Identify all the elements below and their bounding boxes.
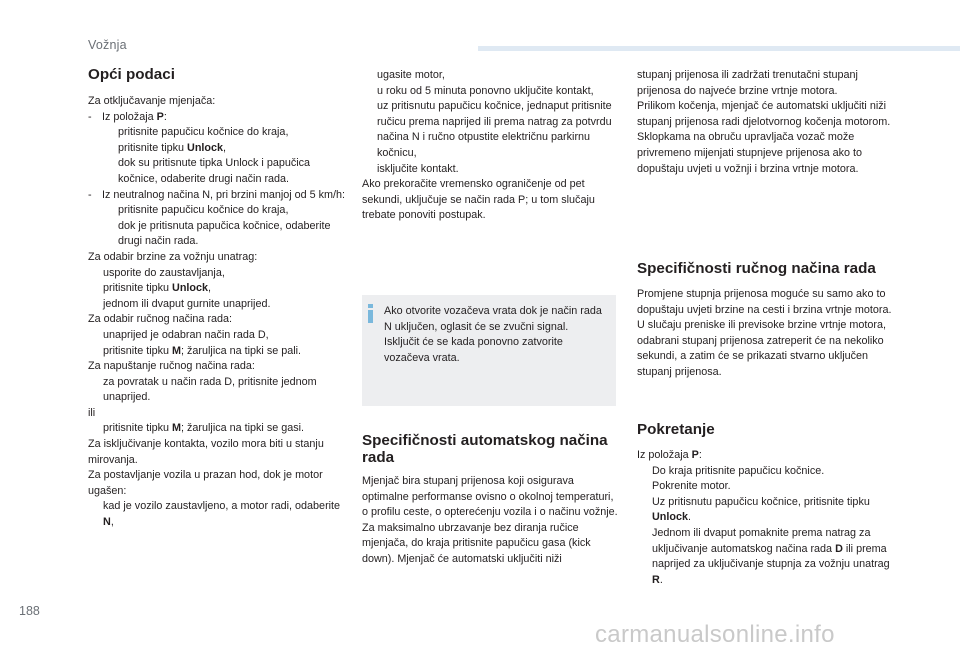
text-manual-intro: Za odabir ručnog načina rada: [88,313,233,326]
list-item: Uz pritisnutu papučicu kočnice, pritisnite tipku Unlock. [652,495,870,524]
list-item: pritisnite papučicu kočnice do kraja, [118,204,289,217]
list-item: - Iz neutralnog načina N, pri brzini manjoj od 5 km/h: [88,188,346,201]
text-or: ili [88,406,96,419]
list-item: pritisnite tipku Unlock, [103,282,212,295]
list-item: u roku od 5 minuta ponovno uključite kontakt, [377,84,594,97]
page-number: 188 [19,604,40,618]
watermark: carmanualsonline.info [595,621,835,648]
text-manual-mode: Promjene stupnja prijenosa moguće su samo ako to dopuštaju uvjeti brzine na cesti i brzina vrtnje motora. U slučaju preniske ili previsoke brzine vrtnje motora, odabrani stupanj prijenosa zatreperit će na nekoliko sekundi, a zatim će se prikazati stvarno uključen stupanj prijenosa. [637,288,892,378]
info-box [362,295,616,406]
text-timeout: Ako prekoračite vremensko ograničenje od pet sekundi, uključuje se način rada P; u tom slučaju trebate ponoviti postupak. [362,178,595,222]
text-unlock-intro: Za otključavanje mjenjača: [88,95,216,107]
list-item: dok su pritisnute tipka Unlock i papučica kočnice, odaberite drugi način rada. [118,157,311,185]
list-item: pritisnite papučicu kočnice do kraja, [118,126,289,139]
info-icon [368,304,373,322]
list-item: jednom ili dvaput gurnite unaprijed. [103,297,271,310]
list-item: za povratak u način rada D, pritisnite jednom unaprijed. [103,375,317,404]
list-item: dok je pritisnuta papučica kočnice, odaberite drugi način rada. [118,219,331,248]
list-item: Jednom ili dvaput pomaknite prema natrag za uključivanje automatskog načina rada D ili prema naprijed za uključivanje stupnja za vožnju unatrag R. [652,526,890,586]
header-bar [478,46,960,51]
list-item: unaprijed je odabran način rada D, [103,328,269,341]
heading-automatic-mode: Specifičnosti automatskog načina rada [362,432,608,466]
list-item: pritisnite tipku Unlock, [118,141,227,154]
list-item: Pokrenite motor. [652,480,731,493]
text-ignition-off: Za isključivanje kontakta, vozilo mora biti u stanju mirovanja. [88,438,324,466]
column-neutral-continued [362,68,622,224]
text-neutral-intro: Za postavljanje vozila u prazan hod, dok je motor ugašen: [88,469,323,497]
section-label: Vožnja [88,38,127,52]
heading-general: Opći podaci [88,66,175,83]
text-automatic-mode: Mjenjač bira stupanj prijenosa koji osigurava optimalne performanse ovisno o okolnoj temperaturi, o profilu ceste, o opterećenju vozila i o načinu vožnje. Za maksimalno ubrzavanje bez diranja ručice mjenjača, do kraja pritisnite papučicu gasa (kick down). Mjenjač će automatski uključiti niži [362,475,618,565]
column-general [88,66,348,531]
list-item: uz pritisnutu papučicu kočnice, jednaput pritisnite ručicu prema naprijed ili prema natrag za potvrdu načina N i ručno otpustite električnu parkirnu kočnicu, [377,100,612,159]
list-item: - Iz položaja P: [88,110,167,123]
text-automatic-continued: stupanj prijenosa ili zadržati trenutačni stupanj prijenosa do najveće brzine vrtnje motora. Prilikom kočenja, mjenjač će automatski uključiti niži stupanj prijenosa radi djelotvornog kočenja motorom. Sklopkama na obruču upravljača vozač može privremeno mijenjati stupnjeve prijenosa ako to dopuštaju uvjeti u vožnji i brzina vrtnje motora. [637,69,891,175]
list-item: kad je vozilo zaustavljeno, a motor radi, odaberite N, [103,500,341,529]
info-text: Ako otvorite vozačeva vrata dok je način rada N uključen, oglasit će se zvučni signal. Isključit će se kada ponovno zatvorite vozačeva vrata. [384,305,602,364]
list-item: ugasite motor, [377,69,445,81]
list-item: pritisnite tipku M; žaruljica na tipki se gasi. [103,422,305,435]
list-item: isključite kontakt. [377,162,459,175]
list-item: pritisnite tipku M; žaruljica na tipki se pali. [103,344,302,357]
heading-manual-mode: Specifičnosti ručnog načina rada [637,260,876,277]
heading-starting: Pokretanje [637,421,715,438]
text-exit-intro: Za napuštanje ručnog načina rada: [88,360,255,373]
column-gears [637,68,897,177]
list-item: Do kraja pritisnite papučicu kočnice. [652,464,825,477]
starting-steps [637,448,897,588]
text-start-intro: Iz položaja P: [637,449,702,461]
list-item: usporite do zaustavljanja, [103,266,225,279]
text-reverse-intro: Za odabir brzine za vožnju unatrag: [88,250,258,263]
